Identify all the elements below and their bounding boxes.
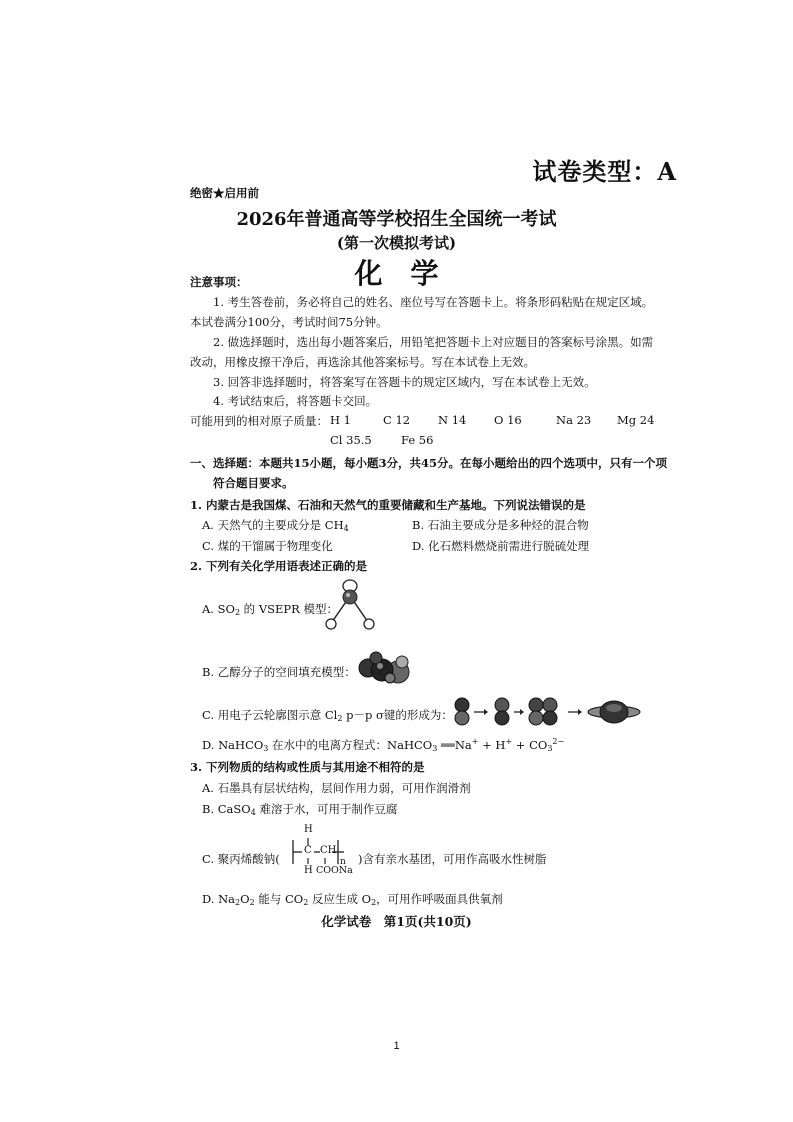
q2-d-pre: D. NaHCO xyxy=(202,738,264,752)
so2-vsepr-model-image xyxy=(320,578,382,634)
polyacrylate-h-bottom: H xyxy=(304,865,313,876)
q1-option-a-text: A. 天然气的主要成分是 CH xyxy=(202,518,344,532)
q3-stem: 3. 下列物质的结构或性质与其用途不相符的是 xyxy=(190,760,425,774)
q2-a-pre: A. SO xyxy=(202,602,235,616)
q3-option-d xyxy=(202,891,503,907)
q3-b-post: 难溶于水，可用于制作豆腐 xyxy=(255,802,398,816)
q3-option-c-pre: C. 聚丙烯酸钠( xyxy=(202,852,280,866)
q1-option-a xyxy=(202,517,349,533)
note-2-line-2: 改动，用橡皮擦干净后，再选涂其他答案标号。写在本试卷上无效。 xyxy=(190,355,535,369)
electron-cloud-sigma-bond-image xyxy=(452,694,642,730)
q2-a-sub: 2 xyxy=(234,608,241,617)
q2-option-b: B. 乙醇分子的空间填充模型： xyxy=(202,665,356,679)
q3-d-o: O xyxy=(240,892,250,906)
q2-d-sub1: 3 xyxy=(263,744,269,753)
q2-d-sup2: + xyxy=(505,737,513,746)
q3-d-mid2: 反应生成 O xyxy=(308,892,372,906)
polyacrylate-n: n xyxy=(340,857,346,867)
q3-d-sub3: 2 xyxy=(303,898,309,907)
note-2-line-1: 2. 做选择题时，选出每小题答案后，用铅笔把答题卡上对应题目的答案标号涂黑。如需 xyxy=(213,335,654,349)
q3-d-sub2: 2 xyxy=(249,898,255,907)
note-1-line-2: 本试卷满分100分，考试时间75分钟。 xyxy=(190,315,388,329)
atomic-mass-cl: Cl 35.5 xyxy=(330,433,372,447)
section-1-line-1: 一、选择题：本题共15小题，每小题3分，共45分。在每小题给出的四个选项中，只有一个项 xyxy=(190,456,668,470)
paper-type-label: 试卷类型：A xyxy=(532,157,677,186)
section-1-line-2: 符合题目要求。 xyxy=(213,476,294,490)
atomic-mass-o: O 16 xyxy=(494,413,522,427)
atomic-mass-mg: Mg 24 xyxy=(617,413,655,427)
q3-option-a: A. 石墨具有层状结构，层间作用力弱，可用作润滑剂 xyxy=(202,781,471,795)
q3-d-post: ，可用作呼吸面具供氧剂 xyxy=(376,892,503,906)
q3-b-sub: 4 xyxy=(250,808,256,817)
q1-option-a-sub: 4 xyxy=(343,524,349,533)
polyacrylate-ch: CH xyxy=(320,845,337,856)
atomic-mass-n: N 14 xyxy=(438,413,467,427)
q2-d-mid: 在水中的电离方程式：NaHCO xyxy=(268,738,433,752)
top-secret-mark: 绝密★启用前 xyxy=(190,186,259,200)
exam-subtitle: (第一次模拟考试) xyxy=(336,234,457,252)
q1-option-c: C. 煤的干馏属于物理变化 xyxy=(202,539,333,553)
note-3: 3. 回答非选择题时，将答案写在答题卡的规定区域内，写在本试卷上无效。 xyxy=(213,375,596,389)
q3-option-b xyxy=(202,801,397,817)
notes-heading: 注意事项： xyxy=(190,275,248,289)
q3-d-sub1: 2 xyxy=(235,898,241,907)
q2-d-eq: ══Na xyxy=(437,738,472,752)
q2-a-post: 的 VSEPR 模型： xyxy=(240,602,338,616)
polyacrylate-h-top: H xyxy=(304,824,313,835)
q2-c-post: p－p σ键的形成为： xyxy=(342,708,453,722)
note-4: 4. 考试结束后，将答题卡交回。 xyxy=(213,394,378,408)
ethanol-space-filling-model-image xyxy=(356,648,414,688)
q2-stem: 2. 下列有关化学用语表述正确的是 xyxy=(190,559,368,573)
q1-stem: 1. 内蒙古是我国煤、石油和天然气的重要储藏和生产基地。下列说法错误的是 xyxy=(190,498,586,512)
q2-option-c xyxy=(202,707,453,723)
q3-option-c-post: )含有亲水基团，可用作高吸水性树脂 xyxy=(358,852,547,866)
page-number: 1 xyxy=(393,1040,400,1052)
atomic-mass-c: C 12 xyxy=(383,413,411,427)
q2-d-sub3: 3 xyxy=(547,744,553,753)
q2-d-sup1: + xyxy=(471,737,479,746)
polyacrylate-formula xyxy=(292,824,352,880)
subject-title: 化学 xyxy=(354,257,467,290)
polyacrylate-coona: COONa xyxy=(316,865,353,876)
q2-option-a xyxy=(202,601,338,617)
polyacrylate-c1: C xyxy=(304,845,312,856)
q1-option-d: D. 化石燃料燃烧前需进行脱硫处理 xyxy=(412,539,590,553)
q3-d-sub4: 2 xyxy=(371,898,377,907)
q2-d-co: + CO xyxy=(512,738,548,752)
q3-d-pre: D. Na xyxy=(202,892,236,906)
q2-c-pre: C. 用电子云轮廓图示意 Cl xyxy=(202,708,338,722)
note-1-line-1: 1. 考生答卷前，务必将自己的姓名、座位号写在答题卡上。将条形码粘贴在规定区域。 xyxy=(213,295,654,309)
q1-option-b: B. 石油主要成分是多种烃的混合物 xyxy=(412,518,589,532)
atomic-mass-label: 可能用到的相对原子质量： xyxy=(190,414,328,428)
q3-b-pre: B. CaSO xyxy=(202,802,251,816)
q2-d-h: + H xyxy=(478,738,506,752)
atomic-mass-fe: Fe 56 xyxy=(401,433,434,447)
q2-c-sub: 2 xyxy=(337,714,343,723)
q2-d-sub2: 3 xyxy=(432,744,438,753)
atomic-mass-h: H 1 xyxy=(330,413,352,427)
atomic-mass-na: Na 23 xyxy=(556,413,592,427)
q3-d-mid: 能与 CO xyxy=(254,892,304,906)
q2-option-d xyxy=(202,737,564,753)
q2-d-sup3: 2− xyxy=(552,737,565,746)
exam-title: 2026年普通高等学校招生全国统一考试 xyxy=(236,209,557,230)
page-footer: 化学试卷 第1页(共10页) xyxy=(321,914,472,929)
